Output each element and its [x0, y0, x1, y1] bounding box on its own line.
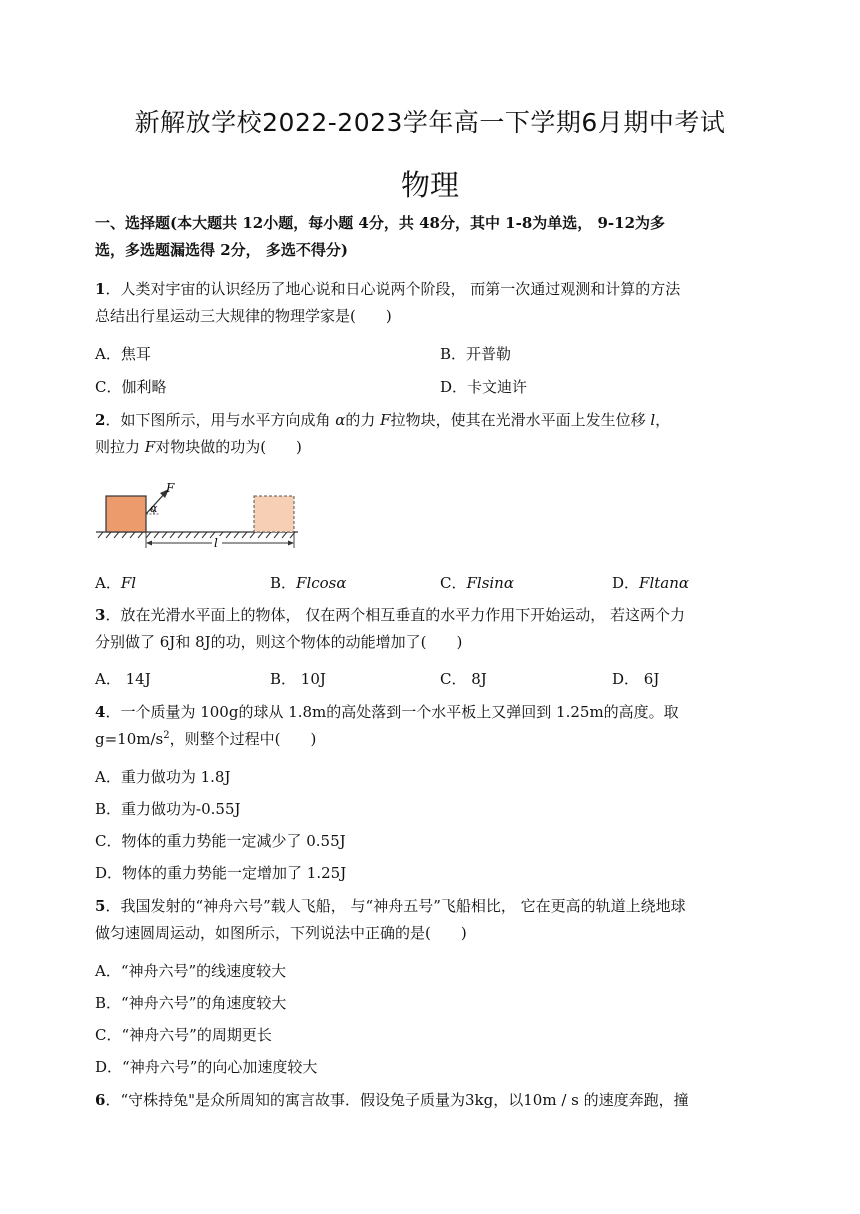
q5-stem-line1: 5．我国发射的“神舟六号”载人飞船， 与“神舟五号”飞船相比， 它在更高的轨道上绕地球 [95, 897, 686, 915]
section-heading [95, 210, 775, 264]
displacement-label: l [214, 536, 218, 550]
q2-stem-line1: 2．如下图所示，用与水平方向成角 α的力 F拉物块，使其在光滑水平面上发生位移 l， [95, 411, 671, 429]
q2-stem-line2: 则拉力 F对物块做的功为( ) [95, 438, 302, 456]
q5-stem-line2: 做匀速圆周运动，如图所示，下列说法中正确的是( ) [95, 924, 467, 942]
q4-option-c: C．物体的重力势能一定减少了 0.55J [95, 832, 346, 850]
block-end [254, 496, 294, 532]
q4-stem-line1: 4．一个质量为 100g的球从 1.8m的高处落到一个水平板上又弹回到 1.25m的高度。取 [95, 703, 679, 721]
q1-option-b: B．开普勒 [440, 345, 512, 363]
q1-option-c: C．伽利略 [95, 378, 167, 396]
exam-title: 新解放学校2022-2023学年高一下学期6月期中考试 [134, 108, 726, 137]
q1-option-d: D．卡文迪许 [440, 378, 528, 396]
q5-option-d: D．“神舟六号”的向心加速度较大 [95, 1058, 318, 1076]
q2-option-d: D．Fltanα [612, 574, 689, 592]
q5-option-a: A．“神舟六号”的线速度较大 [95, 962, 287, 980]
q4-stem-line2: $g=10m/s^2$，则整个过程中( ) [95, 730, 317, 748]
q3-option-a: A． 14J [95, 670, 151, 688]
section-heading-line1: 一、选择题(本大题共 12小题，每小题 4分，共 48分，其中 1-8为单选， 9-12为多 [95, 214, 666, 232]
angle-label: α [150, 502, 158, 515]
q2-option-c: C．Flsinα [440, 574, 514, 592]
q3-stem-line1: 3．放在光滑水平面上的物体， 仅在两个相互垂直的水平力作用下开始运动， 若这两个力 [95, 606, 685, 624]
q3-option-d: D． 6J [612, 670, 660, 688]
q4-option-a: A．重力做功为 1.8J [95, 768, 231, 786]
q3-stem-line2: 分别做了 6J和 8J的功，则这个物体的动能增加了( ) [95, 633, 463, 651]
force-label: F [166, 481, 175, 495]
q4-option-b: B．重力做功为-0.55J [95, 800, 241, 818]
q1-option-a: A．焦耳 [95, 345, 151, 363]
q2-option-a: A．Fl [95, 574, 137, 592]
section-heading-line2: 选，多选题漏选得 2分， 多选不得分) [95, 241, 348, 259]
subject-title: 物理 [400, 168, 459, 202]
q5-option-b: B．“神舟六号”的角速度较大 [95, 994, 287, 1012]
ground-hatch [96, 532, 298, 538]
q3-option-c: C． 8J [440, 670, 487, 688]
q5-option-c: C．“神舟六号”的周期更长 [95, 1026, 272, 1044]
q1-stem-line2: 总结出行星运动三大规律的物理学家是( ) [95, 307, 392, 325]
block-start [106, 496, 146, 532]
q4-option-d: D．物体的重力势能一定增加了 1.25J [95, 864, 347, 882]
block-force-figure [94, 480, 304, 552]
q1-stem-line1: 1．人类对宇宙的认识经历了地心说和日心说两个阶段， 而第一次通过观测和计算的方法 [95, 280, 681, 298]
q6-stem-line1: 6．“守株持兔"是众所周知的寓言故事．假设兔子质量为3kg，以10m / s 的速度奔跑，撞 [95, 1091, 689, 1109]
q3-option-b: B． 10J [270, 670, 326, 688]
q2-option-b: B．Flcosα [270, 574, 347, 592]
